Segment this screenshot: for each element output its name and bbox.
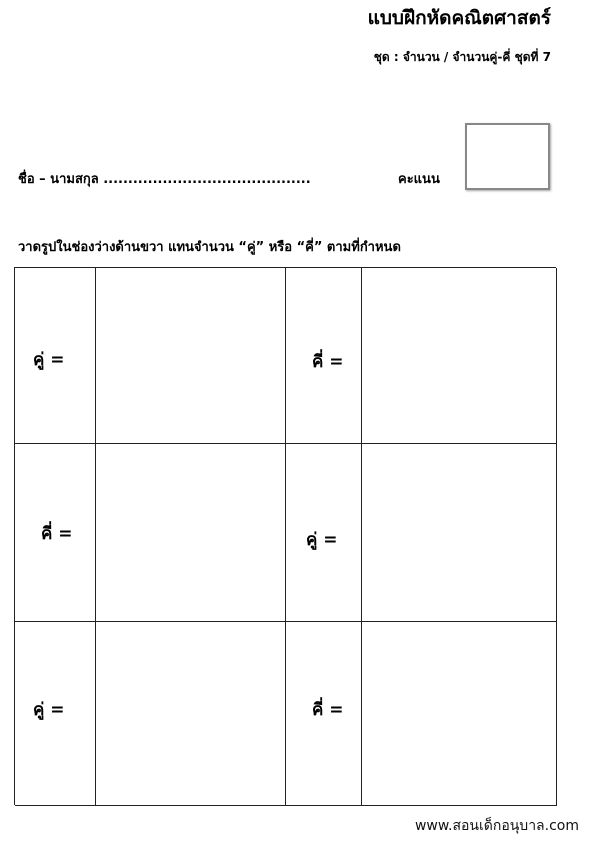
drawing-area[interactable]: [96, 444, 286, 622]
worksheet-title: แบบฝึกหัดคณิตศาสตร์: [367, 7, 551, 29]
drawing-area[interactable]: [362, 444, 557, 622]
student-name-line: ชื่อ – นามสกุล ..........................................: [18, 172, 311, 187]
row-label: คู่ =: [33, 700, 65, 720]
instruction-text: วาดรูปในช่องว่างด้านขวา แทนจำนวน “คู่” หรือ “คี่” ตามที่กำหนด: [18, 240, 401, 255]
label-cell: [286, 268, 362, 444]
drawing-area[interactable]: [362, 268, 557, 444]
answer-grid: [14, 267, 556, 805]
row-label: คี่ =: [41, 524, 73, 544]
label-cell: [286, 622, 362, 806]
drawing-area[interactable]: [96, 622, 286, 806]
row-label: คู่ =: [33, 350, 65, 370]
label-cell: [15, 444, 96, 622]
row-label: คู่ =: [306, 530, 338, 550]
drawing-area[interactable]: [96, 268, 286, 444]
website-footer: www.สอนเด็กอนุบาล.com: [414, 818, 579, 834]
drawing-area[interactable]: [362, 622, 557, 806]
label-cell: [15, 268, 96, 444]
label-cell: [15, 622, 96, 806]
row-label: คี่ =: [312, 700, 344, 720]
label-cell: [286, 444, 362, 622]
score-box: [465, 123, 550, 190]
score-label: คะแนน: [398, 172, 440, 187]
row-label: คี่ =: [312, 352, 344, 372]
worksheet-subtitle: ชุด : จำนวน / จำนวนคู่-คี่ ชุดที่ 7: [373, 50, 551, 64]
